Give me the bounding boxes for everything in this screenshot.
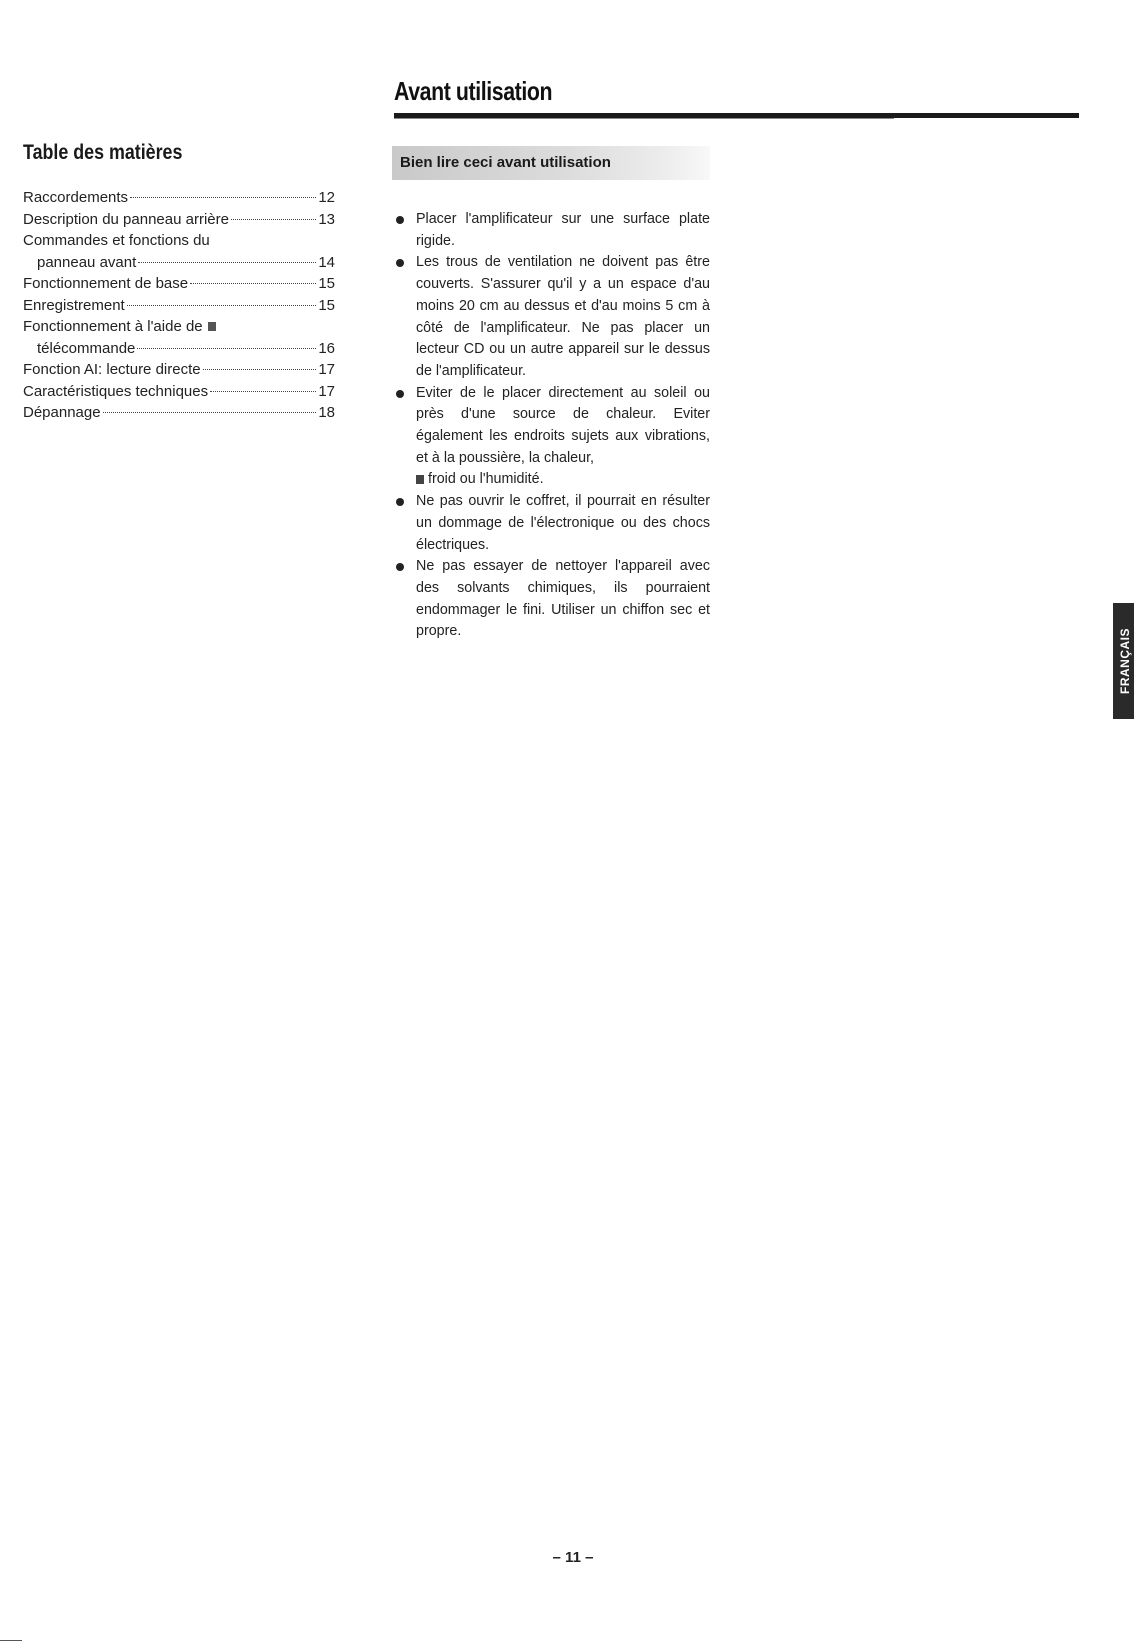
list-item [394, 383, 710, 492]
toc-heading: Table des matières [23, 141, 183, 164]
toc-entry-title: panneau avant [37, 253, 137, 271]
toc-dot-leader [130, 197, 316, 198]
table-of-contents [23, 187, 335, 424]
toc-entry-title: Enregistrement [23, 296, 125, 314]
list-item-text: Eviter de le placer directement au soleil ou près d'une source de chaleur. Eviter également les endroits sujets aux vibrations, et à la poussière, la chaleur, [416, 384, 710, 466]
section-heading-banner [392, 146, 710, 180]
toc-dot-leader [231, 219, 316, 220]
toc-entry-title: Description du panneau arrière [23, 210, 229, 228]
toc-entry [23, 252, 335, 274]
title-rule [394, 113, 1079, 118]
precautions-list [394, 209, 710, 643]
toc-entry-page: 17 [318, 361, 335, 378]
toc-dot-leader [103, 412, 317, 413]
toc-entry [23, 316, 335, 338]
toc-entry [23, 230, 335, 252]
list-item-text: Ne pas ouvrir le coffret, il pourrait en résulter un dommage de l'électronique ou des chocs électriques. [416, 493, 710, 553]
toc-dot-leader [138, 262, 316, 263]
toc-entry-title: Fonctionnement à l'aide de [23, 318, 203, 335]
toc-entry-title: Commandes et fonctions du [23, 232, 210, 249]
page-number: – 11 – [552, 1549, 594, 1566]
toc-entry-title: Caractéristiques techniques [23, 382, 209, 400]
toc-entry-page: 15 [318, 296, 335, 314]
toc-dot-leader [127, 305, 317, 306]
bullet-icon [396, 259, 404, 267]
toc-entry [23, 187, 335, 209]
toc-entry-page: 18 [318, 404, 335, 421]
bullet-icon [396, 390, 404, 398]
toc-entry-page: 14 [318, 253, 335, 271]
list-item-text: Les trous de ventilation ne doivent pas être couverts. S'assurer qu'il y a un espace d'au moins 20 cm au dessus et d'au moins 5 cm à côté de l'amplificateur. Ne pas placer un lecteur CD ou un autre appareil sur le dessus de l'amplificateur. [416, 254, 710, 379]
list-item [394, 252, 710, 382]
list-item [394, 491, 710, 556]
toc-entry [23, 273, 335, 295]
list-item-text-tail: froid ou l'humidité. [428, 471, 544, 488]
toc-dot-leader [210, 391, 316, 392]
toc-entry-title: Dépannage [23, 404, 101, 421]
toc-entry-page: 17 [318, 382, 335, 400]
toc-entry [23, 381, 335, 403]
toc-entry-title: Fonction AI: lecture directe [23, 361, 201, 378]
list-item [394, 209, 710, 252]
toc-dot-leader [137, 348, 316, 349]
language-tab-label: FRANÇAIS [1118, 628, 1132, 694]
toc-entry [23, 402, 335, 424]
crop-mark [0, 1640, 22, 1641]
bullet-icon [396, 216, 404, 224]
toc-entry-title: télécommande [37, 339, 136, 357]
toc-entry-page: 16 [318, 339, 335, 357]
toc-entry-page: 12 [318, 189, 335, 206]
toc-entry [23, 209, 335, 231]
toc-entry-page: 15 [318, 275, 335, 292]
toc-dot-leader [190, 283, 316, 284]
list-item [394, 556, 710, 643]
bullet-icon [396, 498, 404, 506]
remote-symbol-icon [208, 322, 216, 331]
toc-entry [23, 359, 335, 381]
language-tab [1113, 603, 1134, 719]
toc-entry [23, 295, 335, 317]
toc-entry-title: Raccordements [23, 189, 129, 206]
page-title: Avant utilisation [394, 76, 553, 106]
toc-entry-title: Fonctionnement de base [23, 275, 189, 292]
list-item-text: Ne pas essayer de nettoyer l'appareil avec des solvants chimiques, ils pourraient endommager le fini. Utiliser un chiffon sec et propre. [416, 558, 710, 640]
list-item-text: Placer l'amplificateur sur une surface plate rigide. [416, 211, 710, 249]
marker-square-icon [416, 475, 424, 484]
bullet-icon [396, 563, 404, 571]
toc-dot-leader [203, 369, 317, 370]
toc-entry [23, 338, 335, 360]
section-heading: Bien lire ceci avant utilisation [400, 154, 611, 171]
toc-entry-page: 13 [318, 210, 335, 228]
